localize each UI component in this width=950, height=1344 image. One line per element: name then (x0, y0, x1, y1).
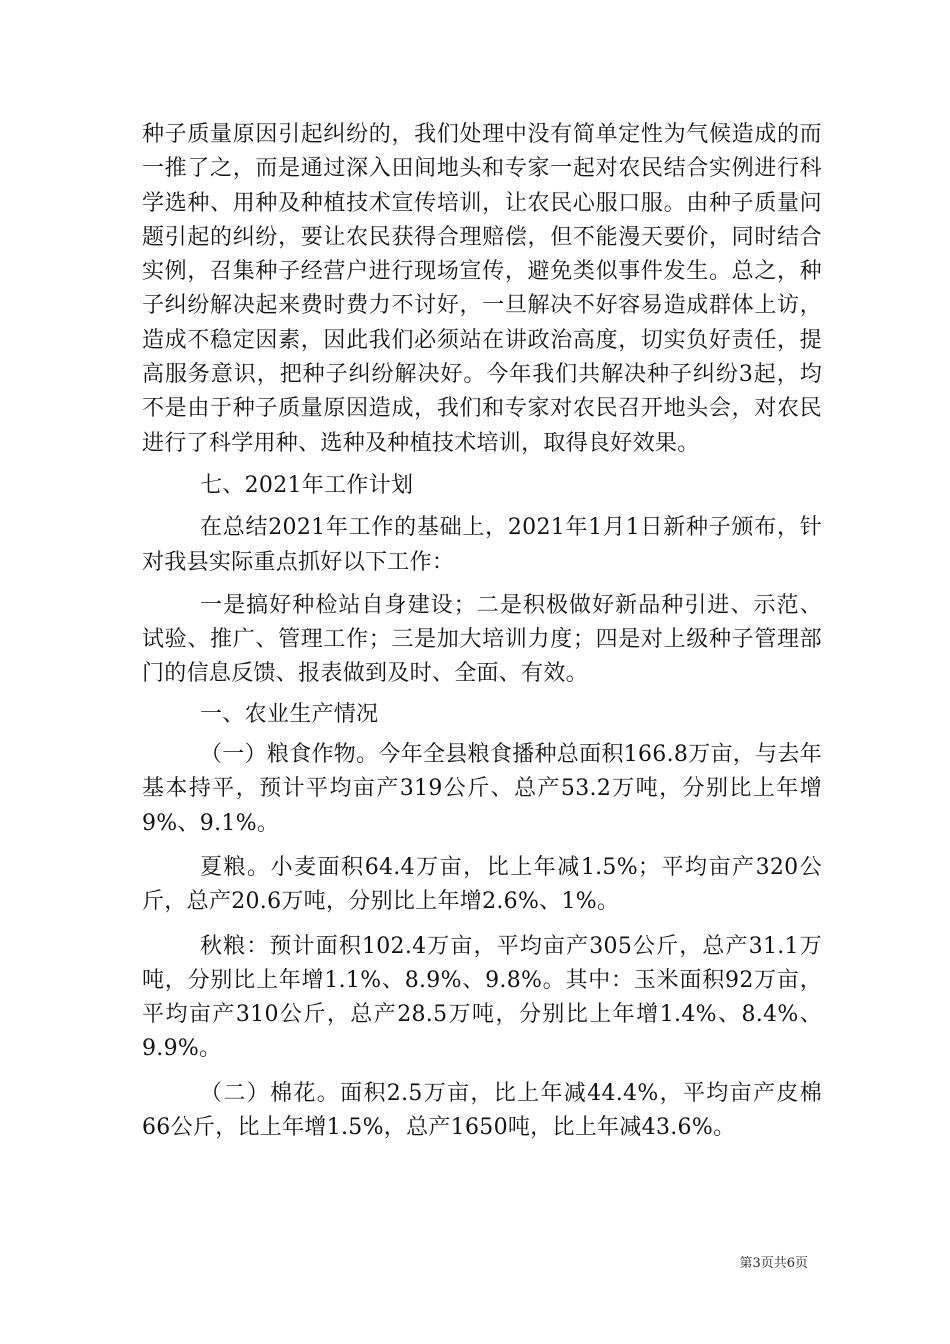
paragraph-summer-grain: 夏粮。小麦面积64.4万亩，比上年减1.5%；平均亩产320公斤，总产20.6万吨，分别比上年增2.6%、1%。 (142, 854, 822, 915)
paragraph-cotton: （二）棉花。面积2.5万亩，比上年减44.4%，平均亩产皮棉66公斤，比上年增1.5%，总产1650吨，比上年减43.6%。 (142, 1080, 822, 1141)
heading-work-plan: 七、2021年工作计划 (200, 472, 414, 498)
paragraph-autumn-grain: 秋粮：预计面积102.4万亩，平均亩产305公斤，总产31.1万吨，分别比上年增1.1%、8.9%、9.8%。其中：玉米面积92万亩，平均亩产310公斤，总产28.5万吨，分别比上年增1.4%、8.4%、9.9%。 (142, 933, 822, 1062)
page-number: 第3页共6页 (739, 1256, 808, 1271)
paragraph-grain-crops: （一）粮食作物。今年全县粮食播种总面积166.8万亩，与去年基本持平，预计平均亩产319公斤、总产53.2万吨，分别比上年增9%、9.1%。 (142, 742, 822, 836)
heading-agri-production: 一、农业生产情况 (200, 701, 379, 727)
paragraph-plan-intro: 在总结2021年工作的基础上，2021年1月1日新种子颁布，针对我县实际重点抓好以下工作： (142, 515, 822, 575)
document-body (142, 118, 822, 1145)
paragraph-plan-items: 一是搞好种检站自身建设；二是积极做好新品种引进、示范、试验、推广、管理工作；三是加大培训力度；四是对上级种子管理部门的信息反馈、报表做到及时、全面、有效。 (142, 592, 822, 687)
paragraph-seed-disputes: 种子质量原因引起纠纷的，我们处理中没有简单定性为气候造成的而一推了之，而是通过深入田间地头和专家一起对农民结合实例进行科学选种、用种及种植技术宣传培训，让农民心服口服。由种子质量问题引起的纠纷，要让农民获得合理赔偿，但不能漫天要价，同时结合实例，召集种子经营户进行现场宣传，避免类似事件发生。总之，种子纠纷解决起来费时费力不讨好，一旦解决不好容易造成群体上访，造成不稳定因素，因此我们必须站在讲政治高度，切实负好责任，提高服务意识，把种子纠纷解决好。今年我们共解决种子纠纷3起，均不是由于种子质量原因造成，我们和专家对农民召开地头会，对农民进行了科学用种、选种及种植技术培训，取得良好效果。 (142, 122, 822, 456)
